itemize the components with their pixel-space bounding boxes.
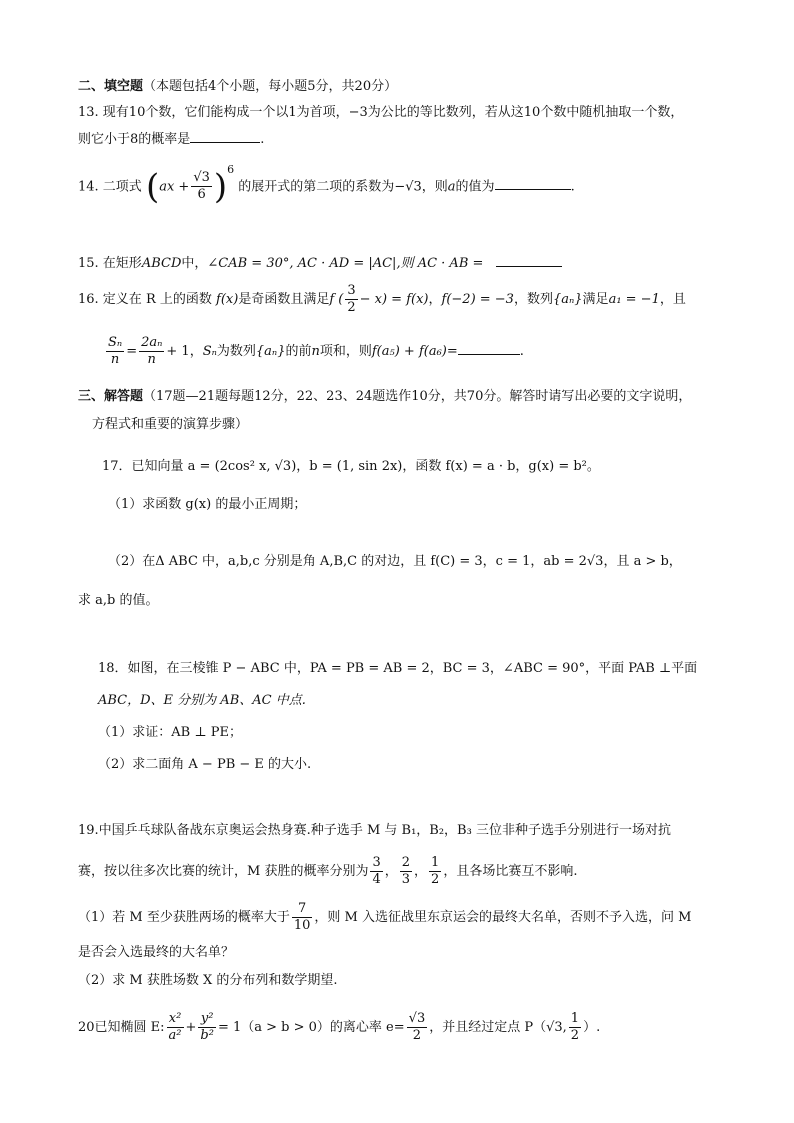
q18-part1: （1）求证：AB ⊥ PE；	[98, 725, 242, 740]
section2-title: 二、填空题	[78, 79, 144, 94]
q16-nvar: n	[311, 344, 320, 359]
q19-line2: 赛，按以往多次比赛的统计，M 获胜的概率分别为 $\frac{3}{4}$ ， $\frac{2}{3}$ ， $\frac{1}{2}$ ，且各场比赛互不影响.	[78, 855, 578, 887]
q18-part2: （2）求二面角 A − PB − E 的大小.	[98, 757, 312, 772]
q20-mid: ，并且经过定点 P（√3,	[429, 1020, 567, 1035]
q14-paren-close: )	[213, 166, 228, 207]
q20-end: ）.	[583, 1020, 601, 1035]
q15-answer-blank	[496, 254, 562, 267]
q14-prefix: 14. 二项式	[78, 179, 142, 195]
q16-mid5: ，且	[659, 292, 686, 307]
q16-cond2: f(−2) = −3	[441, 292, 514, 307]
q19-threshold-den: 10	[293, 918, 311, 933]
q16-line1	[78, 282, 686, 318]
q16-sn-frac	[106, 335, 124, 368]
q19-prob3-num: 1	[431, 855, 440, 870]
q19-prob1-num: 3	[372, 855, 381, 870]
q20-y2: y²	[198, 1011, 216, 1028]
q16-line2	[104, 332, 524, 372]
q20-e-num: √3	[408, 1011, 426, 1026]
q20-prefix: 20已知椭圆 E:	[78, 1020, 165, 1035]
q16-an-den: n	[147, 352, 156, 367]
q19-prob2-den: 3	[401, 872, 411, 887]
q16-fraction	[345, 283, 357, 316]
q20-e-den: 2	[412, 1028, 422, 1043]
q16-prefix: 16. 定义在 R 上的函数	[78, 292, 212, 307]
q17-line: 17．已知向量 a = (2cos² x, √3)，b = (1, sin 2x)，函数 f(x) = a · b，g(x) = b²。	[102, 459, 600, 474]
q16-sn: Sₙ	[202, 344, 217, 359]
section3-desc2: 方程式和重要的演算步骤）	[92, 417, 249, 432]
q16-plus1: + 1	[166, 344, 190, 359]
q15-angle: ∠CAB = 30°	[207, 256, 290, 271]
q15-line	[78, 254, 562, 273]
q16-mid6: ，	[189, 344, 203, 359]
q19-prob1	[370, 855, 382, 888]
q16-eq: =	[126, 344, 138, 359]
q19-part2: （2）求 M 获胜场数 X 的分布列和数学期望.	[78, 973, 338, 988]
q14-expr-a: ax +	[159, 179, 190, 195]
q19-threshold-num: 7	[292, 901, 313, 918]
q16-mid3: ，数列	[513, 292, 553, 307]
q19-prob3	[429, 855, 441, 888]
q14-exponent: 6	[227, 163, 235, 176]
q20-p-num: 1	[570, 1011, 580, 1026]
q16-an-num: 2aₙ	[141, 335, 163, 350]
q13-line2	[78, 130, 264, 149]
q16-mid9: 项和，则	[319, 344, 372, 359]
q15-prefix: 15. 在矩形	[78, 256, 142, 271]
q16-fx: f(x)	[216, 292, 239, 307]
q16-sn-den: n	[110, 352, 120, 367]
q16-f-close: − x) = f(x)	[359, 292, 429, 307]
q20-x2: x²	[167, 1011, 184, 1028]
section3-desc1: （17题—21题每题12分，22、23、24题选作10分，共70分。解答时请写出必要的文字说明，	[143, 389, 692, 404]
q16-mid1: 是奇函数且满足	[238, 292, 330, 307]
q19-prob2	[400, 855, 412, 888]
q16-mid7: 为数列	[216, 344, 256, 359]
q14-frac-den: 6	[197, 187, 206, 203]
q17-part2: （2）在Δ ABC 中，a,b,c 分别是角 A,B,C 的对边，且 f(C) = 3，c = 1，ab = 2√3，且 a > b，	[108, 554, 682, 569]
q17-part1: （1）求函数 g(x) 的最小正周期；	[108, 497, 307, 512]
q20-b2: b²	[200, 1028, 214, 1043]
q14-fraction	[191, 170, 212, 203]
q16-frac-num: 3	[347, 283, 356, 298]
q15-cond: , AC · AD = |AC|	[289, 256, 397, 271]
q19-part1a: （1）若 M 至少获胜两场的概率大于	[78, 910, 290, 925]
q20-p-den: 2	[570, 1028, 580, 1043]
q20-x-frac	[167, 1011, 184, 1044]
q13-end: .	[260, 132, 265, 147]
q19-line1: 19.中国乒乓球队备战东京奥运会热身赛.种子选手 M 与 B₁，B₂，B₃ 三位非种子选手分别进行一场对抗	[78, 823, 671, 838]
q19-part1	[78, 898, 691, 938]
q14-line	[78, 160, 575, 209]
q16-mid8: 的前	[285, 344, 312, 359]
q16-a1: a₁ = −1	[608, 292, 660, 307]
q19-line2a: 赛，按以往多次比赛的统计，M 获胜的概率分别为	[78, 864, 369, 879]
q16-sn-num: Sₙ	[108, 335, 123, 350]
section3-title: 三、解答题	[78, 389, 144, 404]
q17-part2-cont: 求 a,b 的值。	[78, 593, 159, 608]
q14-frac-num: √3	[193, 170, 210, 186]
q14-tail: 的值为	[455, 179, 495, 195]
q13-text: 则它小于8的概率是	[78, 132, 191, 147]
q16-an-frac	[139, 335, 164, 368]
section2-desc: （本题包括4个小题，每小题5分，共20分）	[143, 79, 398, 94]
q13-line1: 13. 现有10个数，它们能构成一个以1为首项，−3为公比的等比数列，若从这10个数中随机抽取一个数，	[78, 105, 684, 120]
q15-tail: ,则 AC · AB =	[396, 256, 484, 271]
q19-part1b: ，则 M 入选征战里东京运会的最终大名单，否则不予入选，问 M	[314, 910, 692, 925]
q16-mid10: =	[446, 344, 458, 359]
q14-after: ，则	[421, 179, 448, 195]
section2-heading	[78, 78, 397, 96]
q16-seq2: {aₙ}	[255, 344, 286, 359]
q16-frac-den: 2	[347, 300, 356, 315]
q19-prob2-num: 2	[401, 855, 411, 870]
q19-prob3-den: 2	[431, 872, 440, 887]
q20-p-frac	[569, 1011, 581, 1044]
q15-mid: 中，	[181, 256, 208, 271]
q20-plus: +	[185, 1020, 197, 1035]
q19-line2b: ，且各场比赛互不影响.	[443, 864, 578, 879]
q16-expr: f(a₅) + f(a₆)	[371, 344, 447, 359]
q20-e-frac	[407, 1011, 428, 1044]
q14-var: a	[447, 179, 456, 195]
q13-answer-blank	[190, 130, 260, 143]
q19-prob1-den: 4	[372, 872, 381, 887]
q16-seq: {aₙ}	[552, 292, 583, 307]
q19-part1-cont: 是否会入选最终的大名单？	[78, 945, 235, 960]
q16-f-open: f (	[329, 292, 344, 307]
q14-coef: −√3	[394, 179, 422, 195]
q20-eq: = 1（a > b > 0）的离心率 e=	[217, 1020, 405, 1035]
q20-y-frac	[198, 1011, 216, 1044]
q20-line	[78, 1008, 600, 1048]
q16-mid4: 满足	[582, 292, 609, 307]
q14-mid: 的展开式的第二项的系数为	[238, 179, 395, 195]
q18-line1: 18．如图，在三棱锥 P − ABC 中，PA = PB = AB = 2，BC = 3，∠ABC = 90°，平面 PAB ⊥平面	[98, 661, 698, 676]
q14-answer-blank	[495, 177, 571, 190]
q19-threshold	[292, 901, 313, 934]
q15-rect: ABCD	[141, 256, 182, 271]
q16-end: .	[519, 344, 524, 359]
q16-mid2: ，	[428, 292, 442, 307]
q20-a2: a²	[168, 1028, 182, 1043]
q14-paren-open: (	[145, 166, 160, 207]
q14-end: .	[570, 179, 575, 195]
q16-answer-blank	[458, 342, 520, 355]
q18-line2: ABC，D、E 分别为 AB、AC 中点.	[98, 693, 306, 708]
section3-heading	[78, 388, 691, 406]
